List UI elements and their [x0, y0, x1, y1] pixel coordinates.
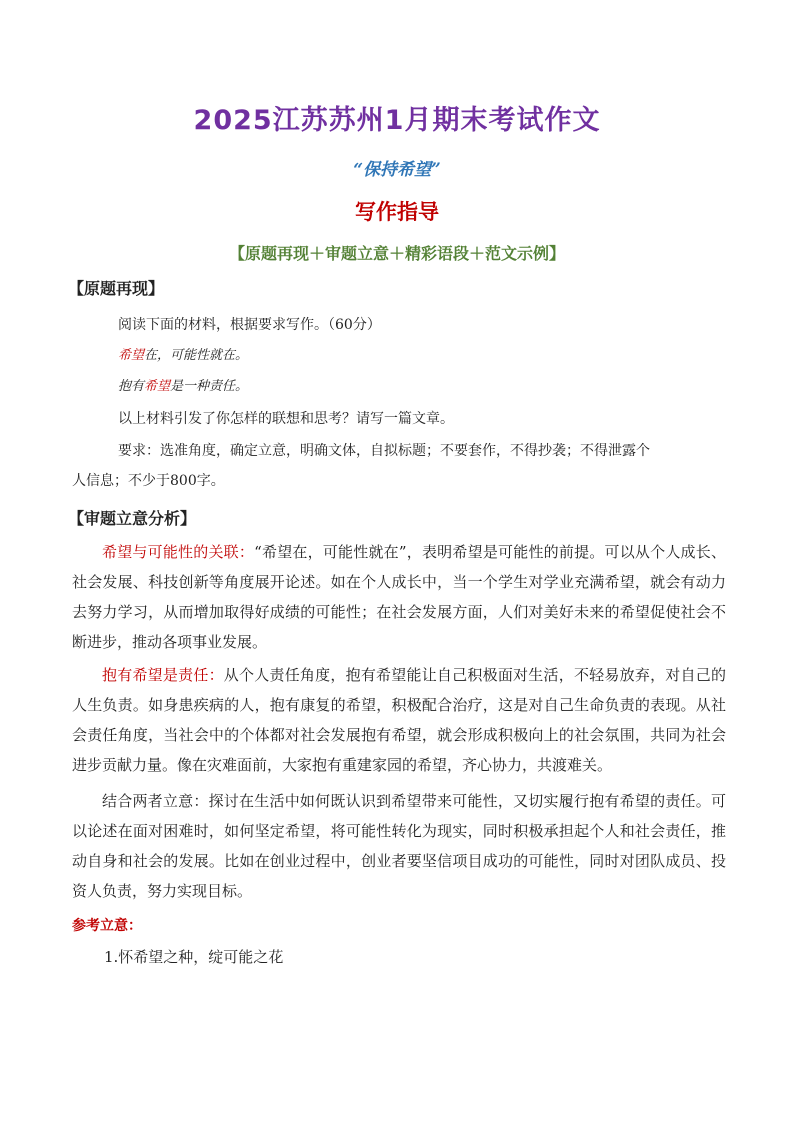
question-text: 以上材料引发了你怎样的联想和思考？请写一篇文章。 [118, 411, 454, 427]
essay-topic: “保持希望” [353, 160, 441, 180]
paragraph-2-label: 抱有希望是责任： [102, 666, 224, 684]
analysis-paragraph-3: 结合两者立意：探讨在生活中如何既认识到希望带来可能性，又切实履行抱有希望的责任。可以论述在面对困难时，如何坚定希望，将可能性转化为现实，同时积极承担起个人和社会责任，推动自身和社会的发展。比如在创业过程中，创业者要坚信项目成功的可能性，同时对团队成员、投资人负责，努力实现目标。 [72, 792, 726, 900]
original-question-heading: 【原题再现】 [68, 279, 165, 298]
reference-heading: 参考立意： [72, 918, 142, 934]
instruction-text: 阅读下面的材料，根据要求写作。（60分） [118, 317, 381, 333]
paragraph-1-text: “希望在，可能性就在”，表明希望是可能性的前提。可以从个人成长、社会发展、科技创新等角度展开论述。如在个人成长中，当一个学生对学业充满希望，就会有动力去努力学习，从而增加取得好成绩的可能性；在社会发展方面，人们对美好未来的希望促使社会不断进步，推动各项事业发展。 [72, 543, 726, 651]
requirements-line-2: 人信息；不少于800字。 [72, 473, 225, 489]
document-title: 2025江苏苏州1月期末考试作文 [193, 105, 601, 136]
analysis-paragraph-1 [72, 537, 726, 657]
material-1-highlight: 希望 [118, 348, 145, 363]
material-2-prefix: 抱有 [118, 379, 145, 394]
material-line-1 [118, 346, 248, 366]
requirements-line-1: 要求：选准角度，确定立意，明确文体，自拟标题；不要套作，不得抄袭；不得泄露个 [118, 443, 650, 459]
material-line-2 [118, 377, 248, 397]
material-1-rest: 在，可能性就在。 [144, 348, 249, 363]
paragraph-1-label: 希望与可能性的关联： [102, 543, 255, 561]
material-2-rest: 是一种责任。 [170, 379, 249, 394]
material-2-highlight: 希望 [144, 379, 171, 394]
analysis-heading: 【审题立意分析】 [68, 509, 197, 528]
analysis-paragraph-2 [72, 660, 726, 780]
writing-guide-heading: 写作指导 [355, 200, 439, 224]
structure-banner: 【原题再现＋审题立意＋精彩语段＋范文示例】 [228, 244, 565, 263]
paragraph-2-text: 从个人责任角度，抱有希望能让自己积极面对生活，不轻易放弃，对自己的人生负责。如身患疾病的人，抱有康复的希望，积极配合治疗，这是对自己生命负责的表现。从社会责任角度，当社会中的个体都对社会发展抱有希望，就会形成积极向上的社会氛围，共同为社会进步贡献力量。像在灾难面前，大家抱有重建家园的希望，齐心协力，共渡难关。 [72, 666, 726, 774]
reference-item-1: 1.怀希望之种，绽可能之花 [104, 948, 284, 966]
